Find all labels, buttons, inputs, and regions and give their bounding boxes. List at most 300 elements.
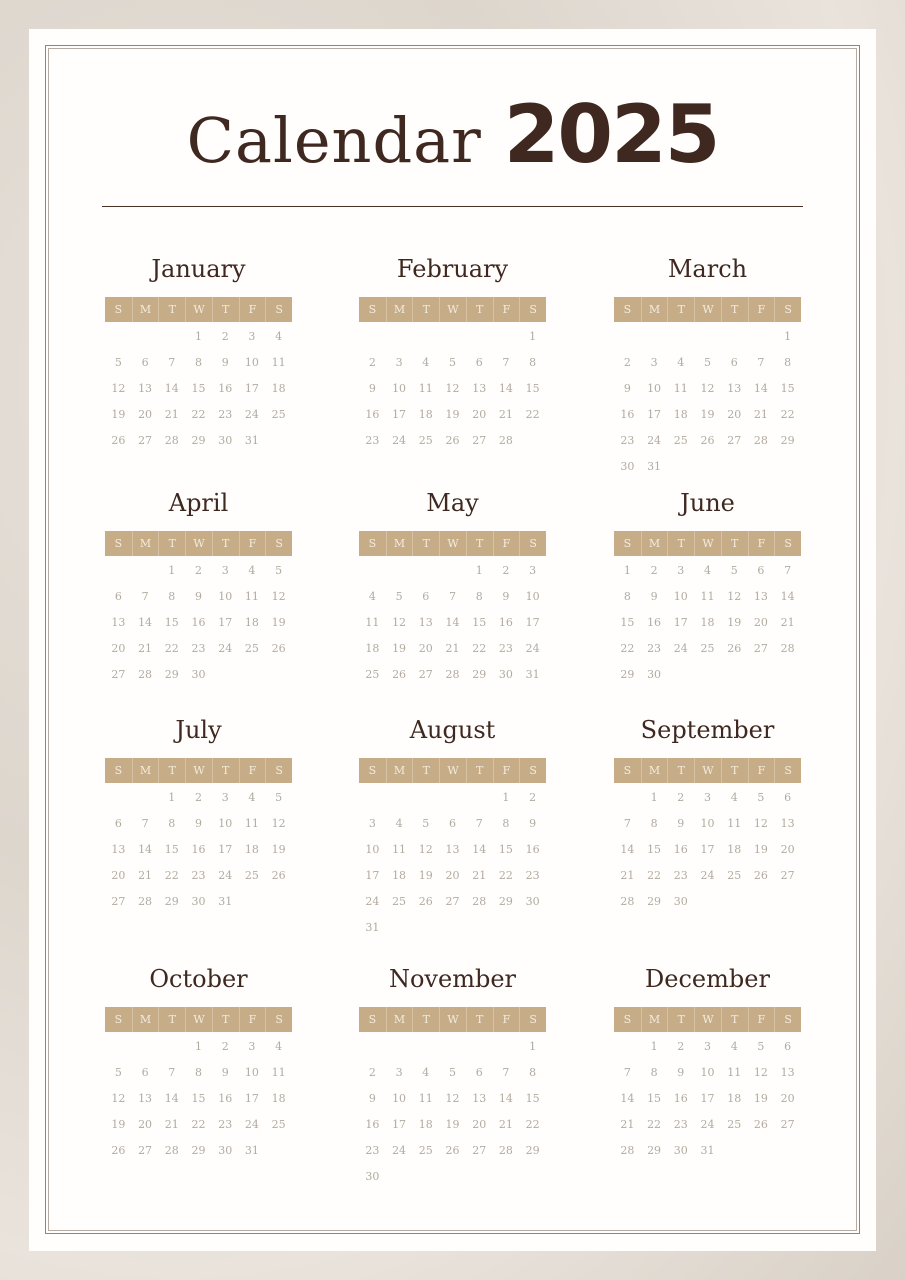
day-cell: 11	[244, 817, 259, 830]
day-cell: 19	[111, 1118, 126, 1131]
day-cell: 16	[525, 843, 540, 856]
day-cell: 7	[623, 817, 631, 830]
empty-day-cell	[466, 324, 493, 350]
day-cell: 27	[780, 869, 795, 882]
weekday-label: F	[748, 531, 775, 556]
day-cell: 9	[623, 382, 631, 395]
day-cell: 4	[703, 564, 711, 577]
day-cell: 3	[650, 356, 658, 369]
weekday-header	[359, 531, 546, 556]
day-cell: 9	[194, 817, 202, 830]
day-cell: 18	[727, 843, 742, 856]
weekday-label: T	[466, 297, 493, 322]
weekday-label: M	[132, 297, 159, 322]
empty-day-cell	[439, 785, 466, 811]
day-cell: 24	[647, 434, 662, 447]
day-cell: 24	[365, 895, 380, 908]
weekday-label: T	[158, 297, 185, 322]
day-cell: 29	[164, 668, 179, 681]
day-cell: 2	[221, 1040, 229, 1053]
day-grid	[359, 785, 546, 941]
day-cell: 15	[472, 616, 487, 629]
day-cell: 23	[218, 1118, 233, 1131]
empty-day-cell	[694, 324, 721, 350]
weekday-label: S	[368, 537, 377, 550]
weekday-label: M	[386, 1007, 413, 1032]
day-cell: 10	[365, 843, 380, 856]
day-cell: 6	[141, 1066, 149, 1079]
weekday-label: T	[721, 531, 748, 556]
day-cell: 4	[730, 1040, 738, 1053]
weekday-label: T	[667, 1007, 694, 1032]
day-cell: 30	[191, 895, 206, 908]
day-cell: 17	[700, 843, 715, 856]
weekday-label: T	[721, 1007, 748, 1032]
day-cell: 29	[780, 434, 795, 447]
day-cell: 20	[138, 408, 153, 421]
weekday-label: T	[158, 758, 185, 783]
weekday-label: S	[519, 1007, 546, 1032]
day-cell: 4	[677, 356, 685, 369]
weekday-label: W	[185, 531, 212, 556]
day-cell: 2	[368, 1066, 376, 1079]
day-cell: 14	[498, 382, 513, 395]
day-cell: 20	[472, 1118, 487, 1131]
month-name: September	[640, 716, 775, 744]
day-cell: 1	[194, 330, 202, 343]
empty-day-cell	[386, 324, 413, 350]
day-cell: 24	[700, 1118, 715, 1131]
day-cell: 6	[475, 356, 483, 369]
weekday-label: T	[412, 758, 439, 783]
day-cell: 29	[472, 668, 487, 681]
day-cell: 18	[271, 1092, 286, 1105]
day-cell: 21	[445, 642, 460, 655]
day-cell: 18	[244, 843, 259, 856]
month-september	[614, 714, 801, 915]
weekday-label: S	[519, 531, 546, 556]
weekday-label: S	[368, 303, 377, 316]
day-cell: 27	[727, 434, 742, 447]
day-cell: 17	[218, 843, 233, 856]
day-cell: 16	[218, 1092, 233, 1105]
day-cell: 31	[525, 668, 540, 681]
day-cell: 21	[164, 408, 179, 421]
day-cell: 12	[111, 1092, 126, 1105]
day-cell: 7	[623, 1066, 631, 1079]
day-cell: 18	[365, 642, 380, 655]
weekday-label: W	[185, 758, 212, 783]
day-cell: 1	[529, 330, 537, 343]
day-cell: 8	[529, 356, 537, 369]
day-cell: 14	[620, 1092, 635, 1105]
month-march	[614, 253, 801, 480]
day-cell: 2	[529, 791, 537, 804]
day-cell: 16	[647, 616, 662, 629]
day-cell: 3	[395, 356, 403, 369]
day-cell: 23	[525, 869, 540, 882]
day-cell: 12	[271, 817, 286, 830]
title-word: Calendar	[186, 104, 482, 177]
day-cell: 30	[647, 668, 662, 681]
empty-day-cell	[359, 785, 386, 811]
day-cell: 10	[647, 382, 662, 395]
day-cell: 25	[392, 895, 407, 908]
weekday-header	[614, 531, 801, 556]
day-cell: 13	[138, 1092, 153, 1105]
day-cell: 31	[244, 1144, 259, 1157]
day-cell: 22	[525, 1118, 540, 1131]
day-cell: 8	[502, 817, 510, 830]
day-cell: 21	[498, 1118, 513, 1131]
day-cell: 19	[445, 1118, 460, 1131]
weekday-label: W	[694, 1007, 721, 1032]
day-cell: 29	[191, 1144, 206, 1157]
weekday-label: F	[493, 758, 520, 783]
day-cell: 22	[647, 869, 662, 882]
day-cell: 30	[498, 668, 513, 681]
weekday-header	[614, 1007, 801, 1032]
day-grid	[105, 558, 292, 688]
weekday-label: M	[132, 531, 159, 556]
month-april	[105, 487, 292, 688]
day-cell: 4	[248, 791, 256, 804]
day-cell: 25	[727, 1118, 742, 1131]
day-cell: 30	[365, 1170, 380, 1183]
day-cell: 12	[700, 382, 715, 395]
weekday-label: T	[721, 758, 748, 783]
day-cell: 5	[422, 817, 430, 830]
day-cell: 11	[727, 817, 742, 830]
empty-day-cell	[412, 324, 439, 350]
day-cell: 16	[498, 616, 513, 629]
day-grid	[614, 785, 801, 915]
day-cell: 1	[475, 564, 483, 577]
month-name: March	[667, 255, 748, 283]
day-cell: 5	[757, 1040, 765, 1053]
day-cell: 29	[620, 668, 635, 681]
weekday-label: T	[721, 297, 748, 322]
day-cell: 16	[620, 408, 635, 421]
day-cell: 14	[164, 382, 179, 395]
weekday-label: S	[368, 1013, 377, 1026]
day-cell: 26	[700, 434, 715, 447]
day-cell: 17	[365, 869, 380, 882]
month-name: August	[409, 716, 496, 744]
day-cell: 26	[111, 1144, 126, 1157]
day-cell: 24	[392, 434, 407, 447]
day-cell: 3	[368, 817, 376, 830]
day-cell: 7	[168, 1066, 176, 1079]
day-cell: 31	[365, 921, 380, 934]
day-cell: 9	[221, 1066, 229, 1079]
day-cell: 18	[727, 1092, 742, 1105]
day-cell: 14	[164, 1092, 179, 1105]
day-cell: 22	[472, 642, 487, 655]
day-cell: 12	[445, 1092, 460, 1105]
day-cell: 11	[271, 356, 286, 369]
weekday-header	[614, 297, 801, 322]
day-cell: 12	[445, 382, 460, 395]
empty-day-cell	[132, 785, 159, 811]
day-cell: 27	[472, 1144, 487, 1157]
day-cell: 1	[650, 1040, 658, 1053]
day-cell: 1	[529, 1040, 537, 1053]
day-cell: 25	[418, 434, 433, 447]
day-cell: 22	[191, 408, 206, 421]
day-cell: 22	[164, 642, 179, 655]
weekday-header	[359, 1007, 546, 1032]
day-cell: 3	[677, 564, 685, 577]
weekday-label: M	[641, 531, 668, 556]
weekday-label: S	[265, 297, 292, 322]
day-cell: 19	[700, 408, 715, 421]
day-cell: 16	[673, 843, 688, 856]
month-may	[359, 487, 546, 688]
day-cell: 17	[673, 616, 688, 629]
empty-day-cell	[412, 785, 439, 811]
day-cell: 25	[244, 869, 259, 882]
day-cell: 10	[525, 590, 540, 603]
weekday-label: M	[386, 758, 413, 783]
day-cell: 13	[780, 817, 795, 830]
day-cell: 20	[780, 843, 795, 856]
day-cell: 8	[650, 817, 658, 830]
day-cell: 2	[368, 356, 376, 369]
day-cell: 29	[647, 1144, 662, 1157]
empty-day-cell	[721, 324, 748, 350]
day-cell: 27	[445, 895, 460, 908]
weekday-label: T	[212, 531, 239, 556]
day-cell: 3	[221, 791, 229, 804]
day-cell: 22	[525, 408, 540, 421]
day-cell: 21	[472, 869, 487, 882]
day-cell: 8	[784, 356, 792, 369]
day-cell: 12	[271, 590, 286, 603]
day-cell: 14	[780, 590, 795, 603]
day-cell: 18	[418, 1118, 433, 1131]
day-cell: 9	[368, 1092, 376, 1105]
day-cell: 1	[650, 791, 658, 804]
weekday-label: W	[439, 531, 466, 556]
weekday-label: T	[667, 531, 694, 556]
day-cell: 5	[730, 564, 738, 577]
day-cell: 24	[218, 642, 233, 655]
weekday-label: W	[185, 297, 212, 322]
day-cell: 31	[244, 434, 259, 447]
day-cell: 30	[191, 668, 206, 681]
weekday-label: T	[412, 531, 439, 556]
day-cell: 18	[418, 408, 433, 421]
day-cell: 17	[218, 616, 233, 629]
day-grid	[359, 1034, 546, 1190]
day-cell: 11	[418, 382, 433, 395]
weekday-label: M	[641, 1007, 668, 1032]
day-cell: 30	[673, 895, 688, 908]
day-cell: 18	[271, 382, 286, 395]
day-cell: 18	[700, 616, 715, 629]
weekday-label: F	[239, 1007, 266, 1032]
day-cell: 24	[392, 1144, 407, 1157]
day-cell: 19	[445, 408, 460, 421]
day-cell: 3	[529, 564, 537, 577]
day-cell: 15	[498, 843, 513, 856]
day-cell: 22	[498, 869, 513, 882]
day-cell: 10	[218, 817, 233, 830]
day-cell: 4	[730, 791, 738, 804]
day-cell: 25	[271, 408, 286, 421]
day-cell: 9	[650, 590, 658, 603]
day-cell: 20	[111, 642, 126, 655]
weekday-header	[359, 297, 546, 322]
day-cell: 1	[168, 564, 176, 577]
day-cell: 17	[244, 1092, 259, 1105]
day-cell: 6	[114, 817, 122, 830]
day-cell: 25	[700, 642, 715, 655]
day-cell: 11	[244, 590, 259, 603]
empty-day-cell	[386, 1034, 413, 1060]
day-cell: 7	[168, 356, 176, 369]
day-cell: 10	[244, 1066, 259, 1079]
weekday-label: F	[493, 297, 520, 322]
weekday-label: S	[623, 303, 632, 316]
day-cell: 14	[498, 1092, 513, 1105]
day-cell: 21	[138, 642, 153, 655]
day-cell: 2	[502, 564, 510, 577]
month-name: October	[149, 965, 248, 993]
day-cell: 29	[191, 434, 206, 447]
day-cell: 17	[700, 1092, 715, 1105]
month-name: January	[151, 255, 246, 283]
weekday-label: F	[748, 1007, 775, 1032]
day-cell: 13	[111, 616, 126, 629]
day-cell: 6	[730, 356, 738, 369]
day-cell: 20	[111, 869, 126, 882]
day-cell: 11	[271, 1066, 286, 1079]
day-cell: 8	[168, 817, 176, 830]
weekday-label: S	[114, 537, 123, 550]
day-cell: 14	[445, 616, 460, 629]
day-cell: 28	[498, 434, 513, 447]
day-cell: 3	[703, 1040, 711, 1053]
empty-day-cell	[493, 1034, 520, 1060]
weekday-label: F	[493, 1007, 520, 1032]
day-cell: 3	[395, 1066, 403, 1079]
day-cell: 28	[780, 642, 795, 655]
day-cell: 10	[218, 590, 233, 603]
day-cell: 22	[620, 642, 635, 655]
empty-day-cell	[359, 558, 386, 584]
day-cell: 15	[191, 382, 206, 395]
day-cell: 15	[525, 1092, 540, 1105]
day-cell: 21	[620, 1118, 635, 1131]
month-name: November	[388, 965, 516, 993]
day-cell: 11	[700, 590, 715, 603]
day-cell: 15	[525, 382, 540, 395]
day-cell: 25	[244, 642, 259, 655]
day-cell: 29	[164, 895, 179, 908]
day-cell: 7	[141, 590, 149, 603]
day-cell: 29	[525, 1144, 540, 1157]
day-cell: 4	[368, 590, 376, 603]
day-cell: 18	[392, 869, 407, 882]
day-cell: 16	[218, 382, 233, 395]
day-cell: 27	[111, 668, 126, 681]
day-cell: 11	[418, 1092, 433, 1105]
day-cell: 28	[620, 1144, 635, 1157]
day-cell: 14	[138, 843, 153, 856]
day-cell: 15	[620, 616, 635, 629]
empty-day-cell	[105, 324, 132, 350]
day-cell: 8	[475, 590, 483, 603]
day-cell: 28	[138, 668, 153, 681]
day-cell: 29	[498, 895, 513, 908]
day-cell: 29	[647, 895, 662, 908]
weekday-header	[105, 531, 292, 556]
empty-day-cell	[614, 785, 641, 811]
month-name: May	[426, 489, 479, 517]
empty-day-cell	[748, 324, 775, 350]
weekday-label: S	[774, 531, 801, 556]
day-cell: 16	[191, 616, 206, 629]
month-august	[359, 714, 546, 941]
empty-day-cell	[105, 1034, 132, 1060]
day-grid	[359, 324, 546, 454]
weekday-label: S	[623, 537, 632, 550]
weekday-label: T	[212, 758, 239, 783]
weekday-label: S	[623, 1013, 632, 1026]
weekday-label: S	[519, 297, 546, 322]
day-cell: 31	[647, 460, 662, 473]
day-cell: 4	[248, 564, 256, 577]
day-cell: 6	[448, 817, 456, 830]
day-cell: 2	[221, 330, 229, 343]
day-cell: 28	[138, 895, 153, 908]
weekday-label: W	[439, 297, 466, 322]
day-cell: 12	[111, 382, 126, 395]
day-cell: 4	[395, 817, 403, 830]
day-cell: 20	[727, 408, 742, 421]
weekday-label: S	[774, 758, 801, 783]
weekday-label: T	[466, 531, 493, 556]
empty-day-cell	[614, 1034, 641, 1060]
day-cell: 9	[194, 590, 202, 603]
day-cell: 23	[191, 642, 206, 655]
day-cell: 10	[244, 356, 259, 369]
day-cell: 20	[753, 616, 768, 629]
weekday-label: F	[493, 531, 520, 556]
month-october	[105, 963, 292, 1164]
day-cell: 6	[475, 1066, 483, 1079]
day-cell: 5	[275, 791, 283, 804]
day-cell: 8	[168, 590, 176, 603]
day-cell: 15	[191, 1092, 206, 1105]
day-cell: 19	[753, 1092, 768, 1105]
weekday-label: T	[158, 531, 185, 556]
weekday-label: S	[368, 764, 377, 777]
weekday-label: S	[265, 1007, 292, 1032]
day-cell: 22	[164, 869, 179, 882]
weekday-label: W	[439, 758, 466, 783]
weekday-label: W	[439, 1007, 466, 1032]
day-cell: 11	[365, 616, 380, 629]
empty-day-cell	[466, 785, 493, 811]
month-name: December	[645, 965, 770, 993]
day-cell: 22	[191, 1118, 206, 1131]
day-cell: 25	[727, 869, 742, 882]
day-cell: 28	[498, 1144, 513, 1157]
empty-day-cell	[412, 1034, 439, 1060]
